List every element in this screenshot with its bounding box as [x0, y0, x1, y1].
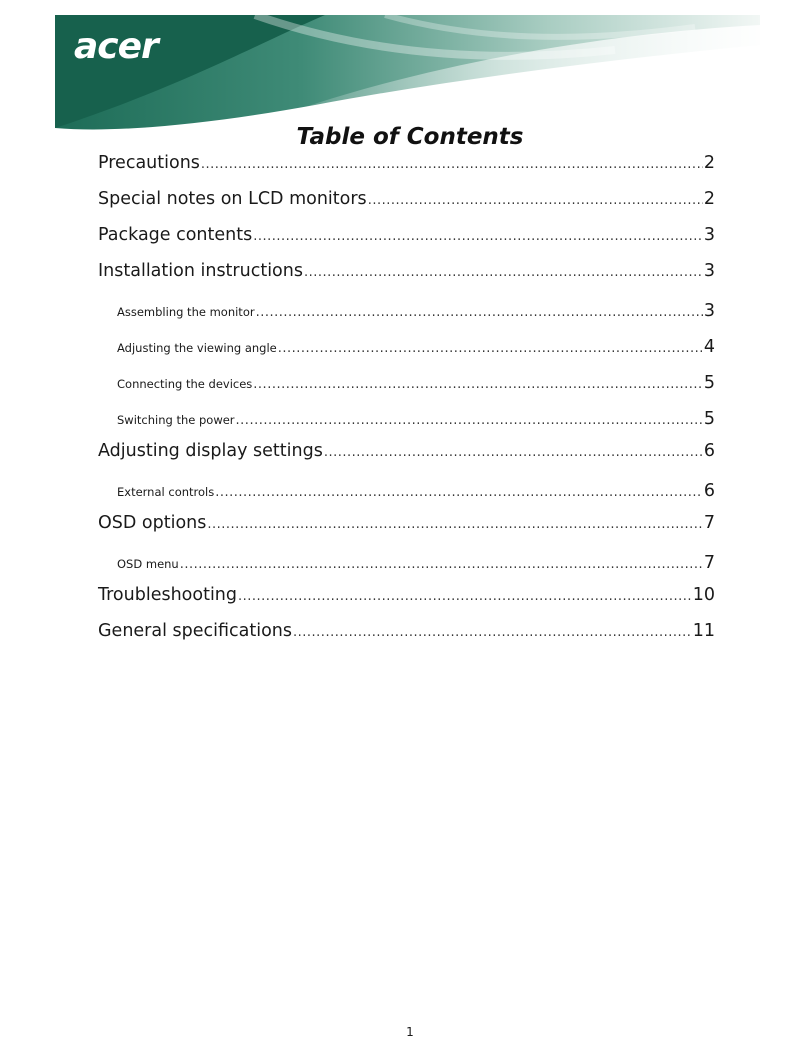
acer-logo: acer	[74, 26, 158, 67]
toc-dot-leader	[201, 153, 703, 173]
toc-dot-leader	[293, 621, 692, 641]
toc-dot-leader	[304, 261, 703, 281]
toc-entry[interactable]	[98, 261, 715, 281]
toc-entry-page: 11	[692, 621, 715, 641]
toc-dot-leader	[253, 377, 703, 392]
toc-entry-label: OSD menu	[117, 557, 179, 571]
toc-entry-page: 5	[703, 373, 715, 393]
toc-entry[interactable]	[98, 153, 715, 173]
toc-dot-leader	[236, 413, 703, 428]
toc-dot-leader	[215, 485, 703, 500]
toc-dot-leader	[238, 585, 692, 605]
toc-entry-label: Special notes on LCD monitors	[98, 189, 367, 209]
toc-dot-leader	[253, 225, 703, 245]
toc-entry[interactable]	[98, 441, 715, 461]
toc-entry[interactable]	[117, 373, 715, 393]
toc-entry-page: 7	[703, 553, 715, 573]
toc-entry-label: General specifications	[98, 621, 293, 641]
toc-entry-page: 3	[703, 225, 715, 245]
banner-graphic	[55, 15, 760, 133]
toc-entry-label: Adjusting the viewing angle	[117, 341, 277, 355]
toc-dot-leader	[207, 513, 702, 533]
toc-entry-page: 3	[703, 261, 715, 281]
toc-entry-label: Adjusting display settings	[98, 441, 323, 461]
toc-entry-label: OSD options	[98, 513, 207, 533]
toc-entry[interactable]	[98, 621, 715, 641]
toc-entry[interactable]	[98, 189, 715, 209]
toc-entry-page: 6	[703, 481, 715, 501]
toc-entry-label: Precautions	[98, 153, 200, 173]
toc-entry-page: 3	[703, 301, 715, 321]
toc-dot-leader	[278, 341, 703, 356]
toc-entry-page: 2	[703, 189, 715, 209]
toc-entry-label: External controls	[117, 485, 215, 499]
toc-entry-label: Switching the power	[117, 413, 235, 427]
toc-entry[interactable]	[117, 409, 715, 429]
toc-entry-page: 7	[703, 513, 715, 533]
toc-entry-page: 2	[703, 153, 715, 173]
toc-entry-page: 6	[703, 441, 715, 461]
toc-entry[interactable]	[98, 513, 715, 533]
toc-entry-page: 4	[703, 337, 715, 357]
toc-entry-label: Connecting the devices	[117, 377, 253, 391]
toc-dot-leader	[368, 189, 703, 209]
toc-entry-label: Package contents	[98, 225, 253, 245]
header-banner	[55, 15, 760, 133]
toc-dot-leader	[256, 305, 703, 320]
toc-entry[interactable]	[98, 585, 715, 605]
toc-entry[interactable]	[98, 225, 715, 245]
toc-entry[interactable]	[117, 481, 715, 501]
toc-entry[interactable]	[117, 301, 715, 321]
toc-dot-leader	[324, 441, 703, 461]
toc-entry-label: Installation instructions	[98, 261, 303, 281]
toc-entry-page: 5	[703, 409, 715, 429]
page-title: Table of Contents	[296, 124, 524, 150]
toc-entry[interactable]	[117, 337, 715, 357]
toc-entry-label: Troubleshooting	[98, 585, 238, 605]
toc-entry-page: 10	[692, 585, 715, 605]
page-number: 1	[406, 1025, 414, 1039]
toc-entry[interactable]	[117, 553, 715, 573]
toc-entry-label: Assembling the monitor	[117, 305, 255, 319]
toc-dot-leader	[180, 557, 703, 572]
